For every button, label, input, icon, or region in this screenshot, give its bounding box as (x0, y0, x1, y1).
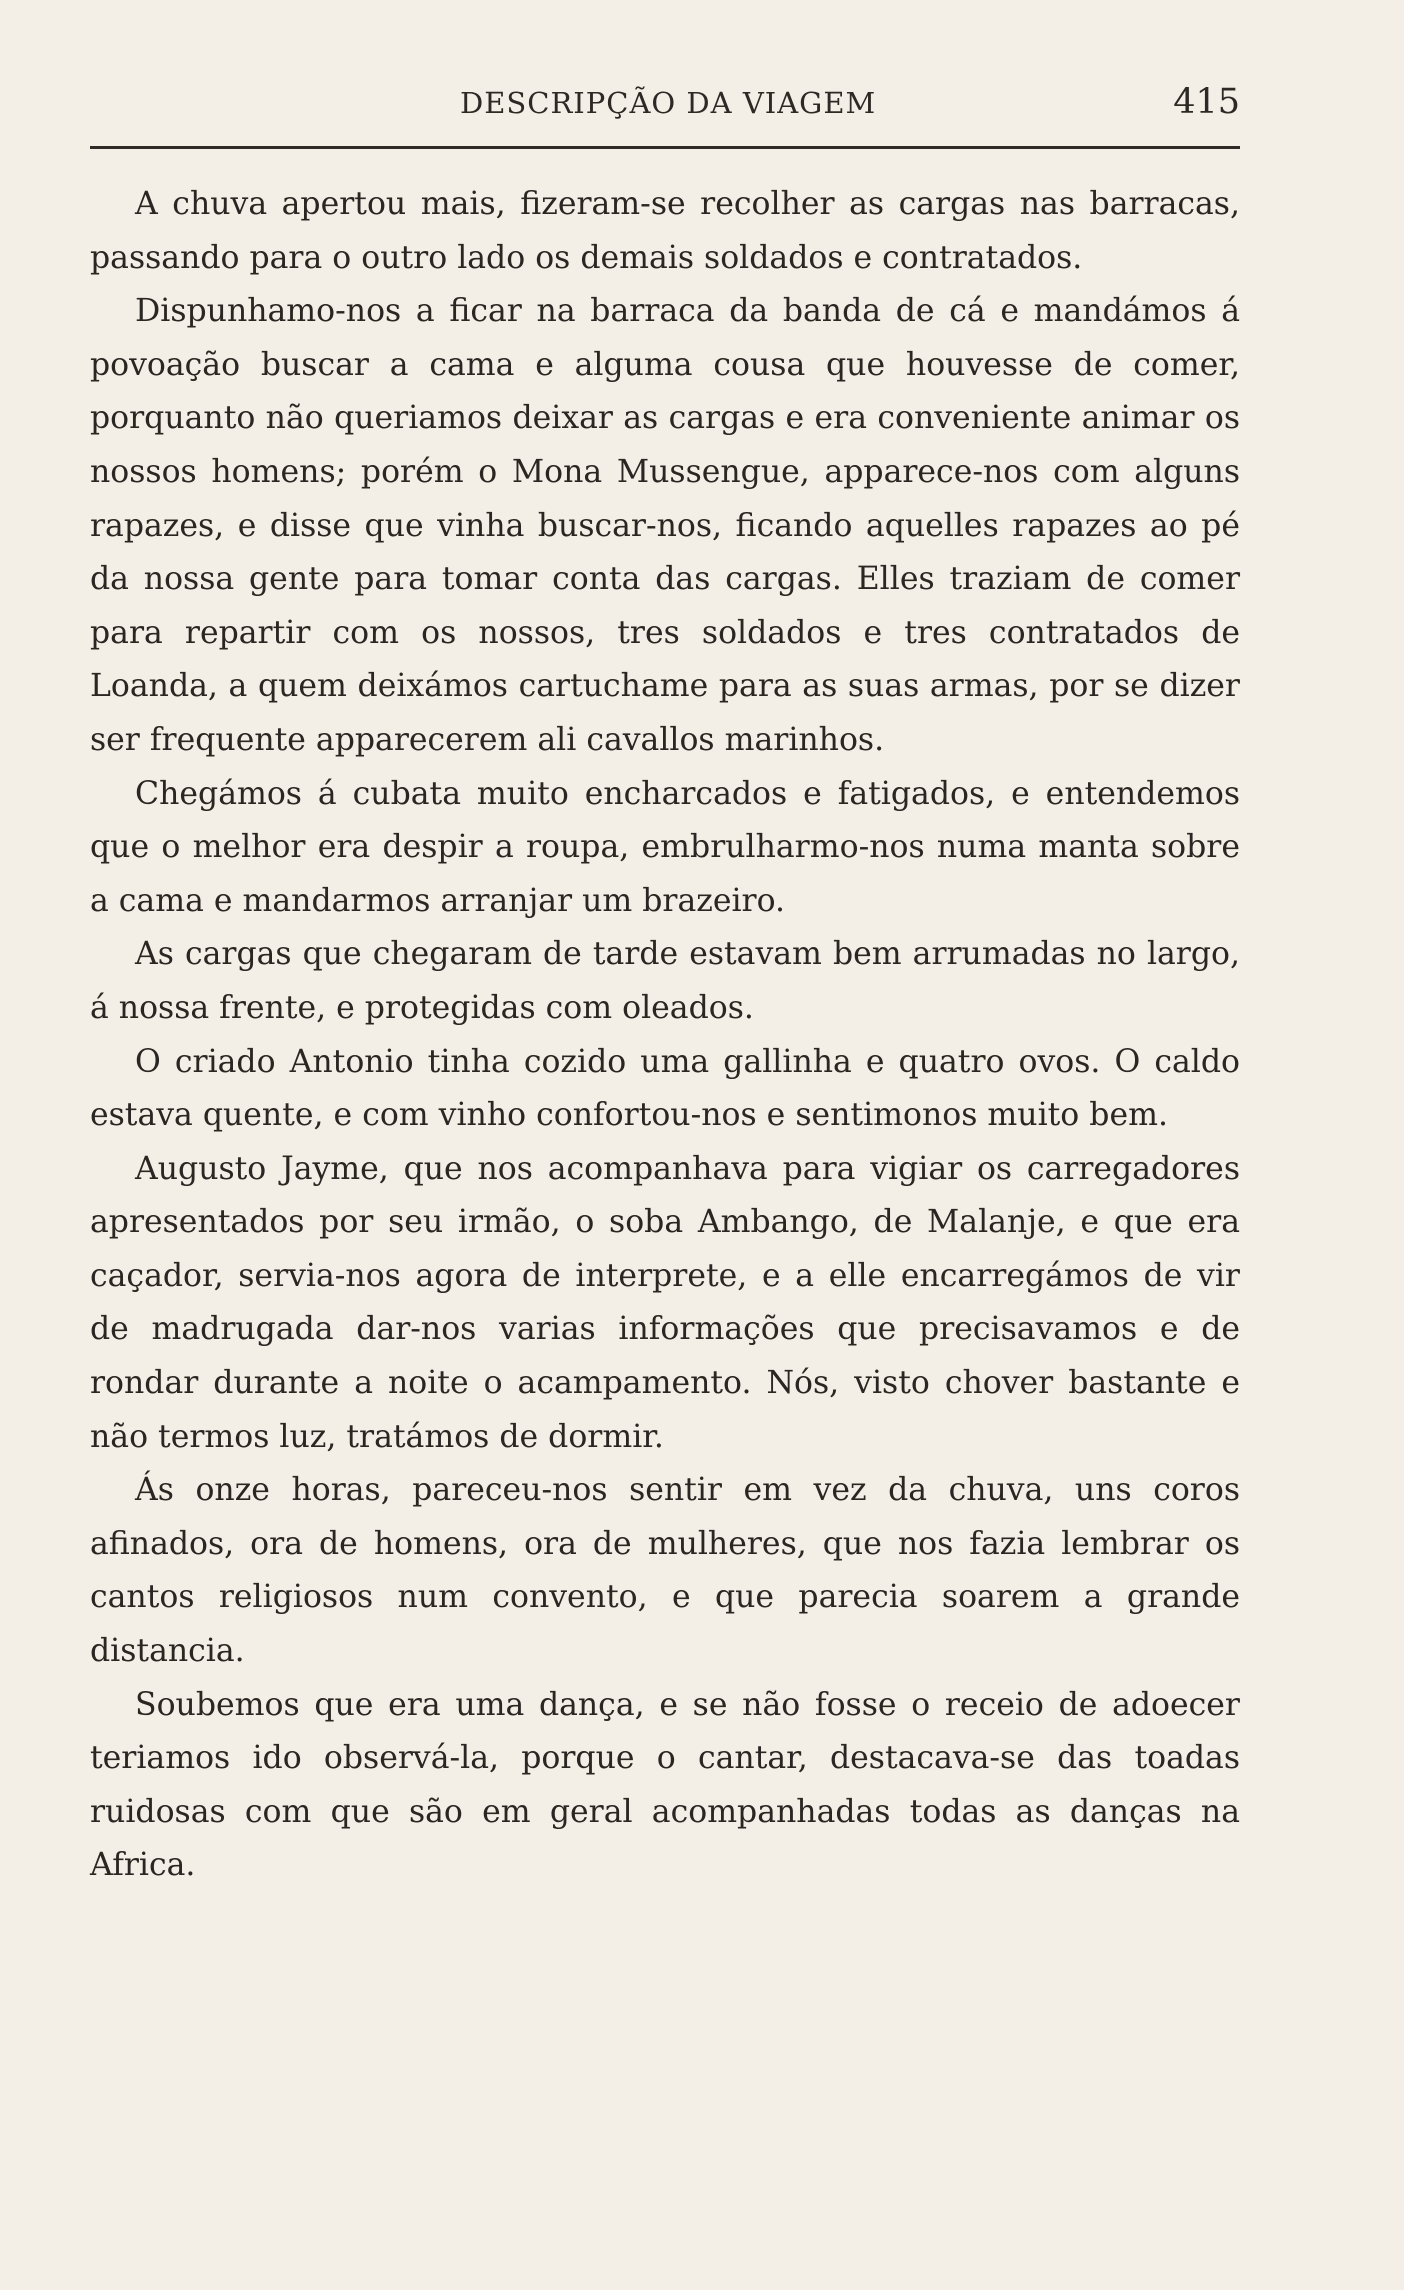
header-rule (90, 146, 1240, 149)
paragraph: O criado Antonio tinha cozido uma gallinha e quatro ovos. O caldo estava quente, e com vinho confortou-nos e sentimonos muito bem. (90, 1043, 1240, 1134)
paragraph: As cargas que chegaram de tarde estavam bem arrumadas no largo, á nossa frente, e protegidas com oleados. (90, 936, 1240, 1026)
paragraph: Chegámos á cubata muito encharcados e fatigados, e entendemos que o melhor era despir a roupa, embrulharmo-nos numa manta sobre a cama e mandarmos arranjar um brazeiro. (90, 775, 1240, 919)
page-number: 415 (1173, 82, 1240, 122)
paragraph: Soubemos que era uma dança, e se não fosse o receio de adoecer teriamos ido observá-la, porque o cantar, destacava-se das toadas ruidosas com que são em geral acompanhadas todas as danças na Africa. (90, 1686, 1240, 1884)
body-text (90, 178, 1240, 1893)
paragraph: Dispunhamo-nos a ficar na barraca da banda de cá e mandámos á povoação buscar a cama e alguma cousa que houvesse de comer, porquanto não queriamos deixar as cargas e era conveniente animar os nossos homens; porém o Mona Mussengue, apparece-nos com alguns rapazes, e disse que vinha buscar-nos, ficando aquelles rapazes ao pé da nossa gente para tomar conta das cargas. Elles traziam de comer para repartir com os nossos, tres soldados e tres contratados de Loanda, a quem deixámos cartuchame para as suas armas, por se dizer ser frequente apparecerem ali cavallos marinhos. (90, 293, 1240, 758)
page-header (90, 82, 1240, 130)
paragraph: A chuva apertou mais, fizeram-se recolher as cargas nas barracas, passando para o outro lado os demais soldados e contratados. (90, 186, 1240, 276)
running-title: DESCRIPÇÃO DA VIAGEM (460, 86, 877, 120)
paragraph: Augusto Jayme, que nos acompanhava para vigiar os carregadores apresentados por seu irmão, o soba Ambango, de Malanje, e que era caçador, servia-nos agora de interprete, e a elle encarregámos de vir de madrugada dar-nos varias informações que precisavamos e de rondar durante a noite o acampamento. Nós, visto chover bastante e não termos luz, tratámos de dormir. (90, 1150, 1240, 1455)
paragraph: Ás onze horas, pareceu-nos sentir em vez da chuva, uns coros afinados, ora de homens, ora de mulheres, que nos fazia lembrar os cantos religiosos num convento, e que parecia soarem a grande distancia. (90, 1472, 1240, 1670)
